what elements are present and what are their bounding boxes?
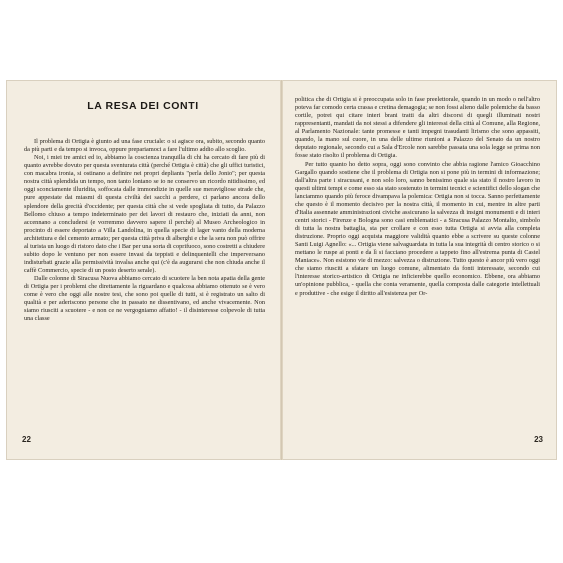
- chapter-heading: LA RESA DEI CONTI: [87, 100, 199, 112]
- paragraph: Noi, i miei tre amici ed io, abbiamo la coscienza tranquilla di chi ha cercato di fare più di quanto avrebbe dovuto per questa sventurata città (perché Ortigia è città) che gli uffici turistici, con macabra ironia, si ostinano a definire nei propri depliants "perla dello Jonio"; per questa nostra città splendida un tempo, non tanto lontano se io ne conservo un ricordo nitidissimo, ed oggi sconciamente illuridita, soffocata dalle immondizie in quelle sue meravigliose strade che, pure appestate dai miasmi di questa civiltà dei sacchi a perdere, ci parlano ancora dello splendore della grecità d'occidente; per questa città che si vede spogliata di tutto, da Palazzo Bellomo chiuso a tempo indeterminato per dei lavori di restauro che, iniziati da anni, non accennano a concludersi (e vorremmo davvero sapere il perché) al Museo Archeologico in procinto di essere deportato a Villa Landolina, in quella specie di lager vanto della moderna architettura e del cemento armato; per questa città priva di alberghi e che la sera non può offrire al turista un luogo di ristoro dato che i Bar per una sorta di coprifuoco, sono costretti a chiudere subito dopo le ventuno per non essere invasi da teppisti e delinquentelli che imperversano indisturbati grazie alla permissività invalsa anche qui (c'è da augurarsi che non chiuda anche il caffè Commercio, specie di un posto deserto serale).: [24, 154, 265, 274]
- right-page-body: [295, 96, 540, 298]
- page-number: 22: [22, 435, 31, 444]
- book-spread: [6, 80, 557, 460]
- right-page: [283, 80, 557, 460]
- paragraph: politica che di Ortigia si è preoccupata solo in fase preelettorale, quando in un modo o nell'altro poteva far comodo certa crassa e cretina demagogia; se non fossi alieno dalle polemiche da basso cortile, potrei qui citare interi brani tratti da altri discorsi di quegli illuminati nostri rappresentanti, mandati da noi stessi a difendere gli interessi della città al Comune, alla Regione, al Parlamento Nazionale: tante promesse e tanti impegni trasudanti lirismo che sono appassiti, quando, la mano sul cuore, in una delle ultime riunioni a Palazzo del Senato da un nostro deputato regionale, secondo cui a Sala d'Ercole non sarebbe passata una sola legge se prima non fosse stato risolto il problema di Ortigia.: [295, 96, 540, 160]
- page-number: 23: [534, 435, 543, 444]
- paragraph: Il problema di Ortigia è giunto ad una fase cruciale: o si agisce ora, subito, secondo quanto da più parti e da tempo si invoca, oppure prepariamoci a fare l'ultimo addio allo scoglio.: [24, 138, 265, 154]
- left-page: [6, 80, 280, 460]
- paragraph: Dalle colonne di Siracusa Nuova abbiamo cercato di scuotere la ben nota apatia della gente di Ortigia per i problemi che direttamente la riguardano e qualcosa abbiamo ottenuto se è vero come è vero che oggi alle nostre tesi, che sono poi quelle di tutti, si è registrato un salto di qualità e per aderiscono persone che in passato ne dissentivano, ed anche vivacemente. Non siamo riusciti a scuotere - e non ce ne vergogniamo affatto! - il disinteresse colpevole di tutta una classe: [24, 275, 265, 323]
- left-page-body: [24, 138, 265, 323]
- paragraph: Per tutto quanto ho detto sopra, oggi sono convinto che abbia ragione l'amico Gioacchino Gargallo quando sostiene che il problema di Ortigia non si pone più in termini di informazione; dall'altra parte i siracusani, e non solo loro, sanno benissimo quale sia stato il nostro lavoro in questi ultimi tempi e come esso sia stato sostenuto in termini tecnici e scientifici dello slogan che lanciammo quando più feroce divampava la polemica: Ortigia non si tocca. Sanno perfettamente che questo è il momento decisivo per la nostra città, il momento in cui, mentre in altre parti d'Italia assennate amministrazioni civiche assicurano la salvezza di insigni monumenti e di interi centri storici - Firenze e Bologna sono casi emblematici - a Siracusa Palazzo Montalto, simbolo di tutta la nostra battaglia, sta per crollare e con esso tutta Ortigia si avvia alla completa distruzione. Proprio oggi acquista maggiore validità quanto ebbe a scrivere su queste colonne Santi Luigi Agnello: «... Ortigia viene salvaguardata in tutta la sua integrità di centro storico o si mettano le ruspe ai ponti e da lì si facciano procedere a tappeto fino all'estrema punta di Castel Maniace». Non esistono vie di mezzo: salvezza o distruzione. Tutto questo è ancor più vero oggi che siamo riusciti a sfatare un luogo comune, alimentato da fonti interessate, secondo cui l'interesse storico-artistico di Ortigia ne inficierebbe quello economico. Ebbene, ora abbiamo un'opinione pubblica, - quella che conta veramente, quella composta dalle categorie intellettuali e produttive - che esige il diritto all'esistenza per Or-: [295, 160, 540, 297]
